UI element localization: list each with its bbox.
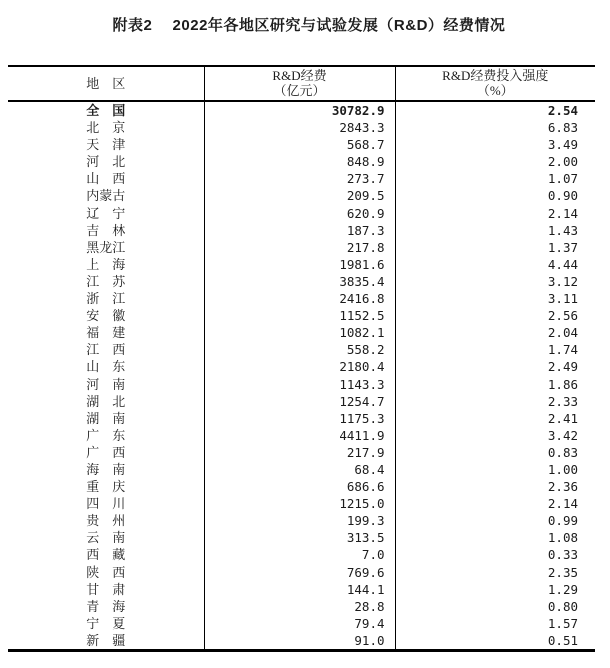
expenditure-cell: 273.7 xyxy=(204,170,395,187)
expenditure-cell: 848.9 xyxy=(204,153,395,170)
expenditure-cell: 620.9 xyxy=(204,205,395,222)
expenditure-cell: 144.1 xyxy=(204,581,395,598)
table-header xyxy=(8,66,595,101)
intensity-cell: 1.07 xyxy=(395,170,595,187)
header-intensity-label: R&D经费投入强度 xyxy=(442,68,549,83)
expenditure-cell: 313.5 xyxy=(204,529,395,546)
region-cell: 辽 宁 xyxy=(86,205,126,221)
table-row xyxy=(8,581,595,598)
region-cell: 宁 夏 xyxy=(86,615,126,631)
header-expenditure xyxy=(204,66,395,101)
region-cell: 福 建 xyxy=(86,325,126,341)
intensity-cell: 2.54 xyxy=(395,101,595,119)
region-cell: 四 川 xyxy=(86,496,126,512)
intensity-cell: 3.42 xyxy=(395,427,595,444)
intensity-cell: 1.29 xyxy=(395,581,595,598)
region-cell: 河 南 xyxy=(86,376,126,392)
intensity-cell: 2.33 xyxy=(395,393,595,410)
intensity-cell: 6.83 xyxy=(395,119,595,136)
table-row xyxy=(8,341,595,358)
expenditure-cell: 4411.9 xyxy=(204,427,395,444)
expenditure-cell: 558.2 xyxy=(204,341,395,358)
intensity-cell: 1.43 xyxy=(395,222,595,239)
header-row xyxy=(8,66,595,101)
expenditure-cell: 79.4 xyxy=(204,615,395,632)
table-row xyxy=(8,324,595,341)
intensity-cell: 3.49 xyxy=(395,136,595,153)
intensity-cell: 2.41 xyxy=(395,410,595,427)
region-cell: 山 西 xyxy=(86,171,126,187)
region-cell: 青 海 xyxy=(86,598,126,614)
region-cell: 内蒙古 xyxy=(86,188,126,204)
table-row xyxy=(8,632,595,651)
header-intensity-unit: （%） xyxy=(476,83,514,98)
intensity-cell: 2.35 xyxy=(395,564,595,581)
expenditure-cell: 2843.3 xyxy=(204,119,395,136)
expenditure-cell: 91.0 xyxy=(204,632,395,651)
intensity-cell: 1.57 xyxy=(395,615,595,632)
table-row xyxy=(8,427,595,444)
table-row xyxy=(8,205,595,222)
intensity-cell: 1.00 xyxy=(395,461,595,478)
expenditure-cell: 1082.1 xyxy=(204,324,395,341)
table-row xyxy=(8,495,595,512)
intensity-cell: 1.37 xyxy=(395,239,595,256)
intensity-cell: 2.00 xyxy=(395,153,595,170)
header-region xyxy=(8,66,204,101)
header-expenditure-label: R&D经费 xyxy=(272,68,327,83)
expenditure-cell: 2180.4 xyxy=(204,358,395,375)
table-row xyxy=(8,615,595,632)
expenditure-cell: 3835.4 xyxy=(204,273,395,290)
region-cell: 河 北 xyxy=(86,154,126,170)
table-row xyxy=(8,358,595,375)
table-row xyxy=(8,239,595,256)
table-row xyxy=(8,393,595,410)
intensity-cell: 3.11 xyxy=(395,290,595,307)
expenditure-cell: 28.8 xyxy=(204,598,395,615)
expenditure-cell: 1254.7 xyxy=(204,393,395,410)
table-row xyxy=(8,546,595,563)
table-row xyxy=(8,410,595,427)
table-row xyxy=(8,136,595,153)
region-cell: 西 藏 xyxy=(86,547,126,563)
intensity-cell: 2.04 xyxy=(395,324,595,341)
table-row xyxy=(8,187,595,204)
region-cell: 云 南 xyxy=(86,530,126,546)
region-cell: 上 海 xyxy=(86,256,126,272)
expenditure-cell: 199.3 xyxy=(204,512,395,529)
header-intensity xyxy=(395,66,595,101)
intensity-cell: 2.56 xyxy=(395,307,595,324)
region-cell: 陕 西 xyxy=(86,564,126,580)
expenditure-cell: 187.3 xyxy=(204,222,395,239)
region-cell: 北 京 xyxy=(86,120,126,136)
expenditure-cell: 30782.9 xyxy=(204,101,395,119)
table-row xyxy=(8,461,595,478)
expenditure-cell: 568.7 xyxy=(204,136,395,153)
table-row xyxy=(8,478,595,495)
expenditure-cell: 209.5 xyxy=(204,187,395,204)
region-cell: 吉 林 xyxy=(86,222,126,238)
intensity-cell: 0.99 xyxy=(395,512,595,529)
intensity-cell: 2.14 xyxy=(395,205,595,222)
table-row xyxy=(8,444,595,461)
table-row xyxy=(8,119,595,136)
expenditure-cell: 217.8 xyxy=(204,239,395,256)
table-row xyxy=(8,290,595,307)
region-cell: 新 疆 xyxy=(86,632,126,648)
expenditure-cell: 1152.5 xyxy=(204,307,395,324)
expenditure-cell: 1981.6 xyxy=(204,256,395,273)
table-row xyxy=(8,376,595,393)
expenditure-cell: 2416.8 xyxy=(204,290,395,307)
rd-expenditure-table xyxy=(8,65,595,652)
region-cell: 江 西 xyxy=(86,342,126,358)
intensity-cell: 1.08 xyxy=(395,529,595,546)
table-row xyxy=(8,153,595,170)
table-row xyxy=(8,273,595,290)
region-cell: 广 西 xyxy=(86,444,126,460)
region-cell: 黑龙江 xyxy=(86,239,126,255)
intensity-cell: 0.33 xyxy=(395,546,595,563)
region-cell: 海 南 xyxy=(86,461,126,477)
expenditure-cell: 1175.3 xyxy=(204,410,395,427)
header-expenditure-unit: （亿元） xyxy=(273,83,326,98)
table-row xyxy=(8,529,595,546)
region-cell: 湖 北 xyxy=(86,393,126,409)
table-row xyxy=(8,512,595,529)
region-cell: 甘 肃 xyxy=(86,581,126,597)
region-cell: 江 苏 xyxy=(86,273,126,289)
intensity-cell: 1.74 xyxy=(395,341,595,358)
region-cell: 天 津 xyxy=(86,137,126,153)
intensity-cell: 0.80 xyxy=(395,598,595,615)
intensity-cell: 4.44 xyxy=(395,256,595,273)
expenditure-cell: 7.0 xyxy=(204,546,395,563)
expenditure-cell: 686.6 xyxy=(204,478,395,495)
intensity-cell: 2.49 xyxy=(395,358,595,375)
region-cell: 重 庆 xyxy=(86,479,126,495)
table-body xyxy=(8,101,595,651)
expenditure-cell: 769.6 xyxy=(204,564,395,581)
table-row xyxy=(8,564,595,581)
intensity-cell: 0.51 xyxy=(395,632,595,651)
region-cell: 湖 南 xyxy=(86,410,126,426)
table-row xyxy=(8,170,595,187)
expenditure-cell: 1215.0 xyxy=(204,495,395,512)
table-row xyxy=(8,101,595,119)
region-cell: 山 东 xyxy=(86,359,126,375)
table-row xyxy=(8,307,595,324)
intensity-cell: 0.90 xyxy=(395,187,595,204)
table-row xyxy=(8,222,595,239)
intensity-cell: 2.14 xyxy=(395,495,595,512)
intensity-cell: 3.12 xyxy=(395,273,595,290)
page-title: 附表2 2022年各地区研究与试验发展（R&D）经费情况 xyxy=(112,17,506,34)
intensity-cell: 2.36 xyxy=(395,478,595,495)
intensity-cell: 1.86 xyxy=(395,376,595,393)
region-cell: 贵 州 xyxy=(86,513,126,529)
region-cell: 安 徽 xyxy=(86,308,126,324)
expenditure-cell: 68.4 xyxy=(204,461,395,478)
table-row xyxy=(8,598,595,615)
header-region-label: 地 区 xyxy=(86,75,126,91)
intensity-cell: 0.83 xyxy=(395,444,595,461)
region-cell: 广 东 xyxy=(86,427,126,443)
expenditure-cell: 217.9 xyxy=(204,444,395,461)
region-cell: 全 国 xyxy=(86,103,126,118)
table-row xyxy=(8,256,595,273)
expenditure-cell: 1143.3 xyxy=(204,376,395,393)
region-cell: 浙 江 xyxy=(86,291,126,307)
